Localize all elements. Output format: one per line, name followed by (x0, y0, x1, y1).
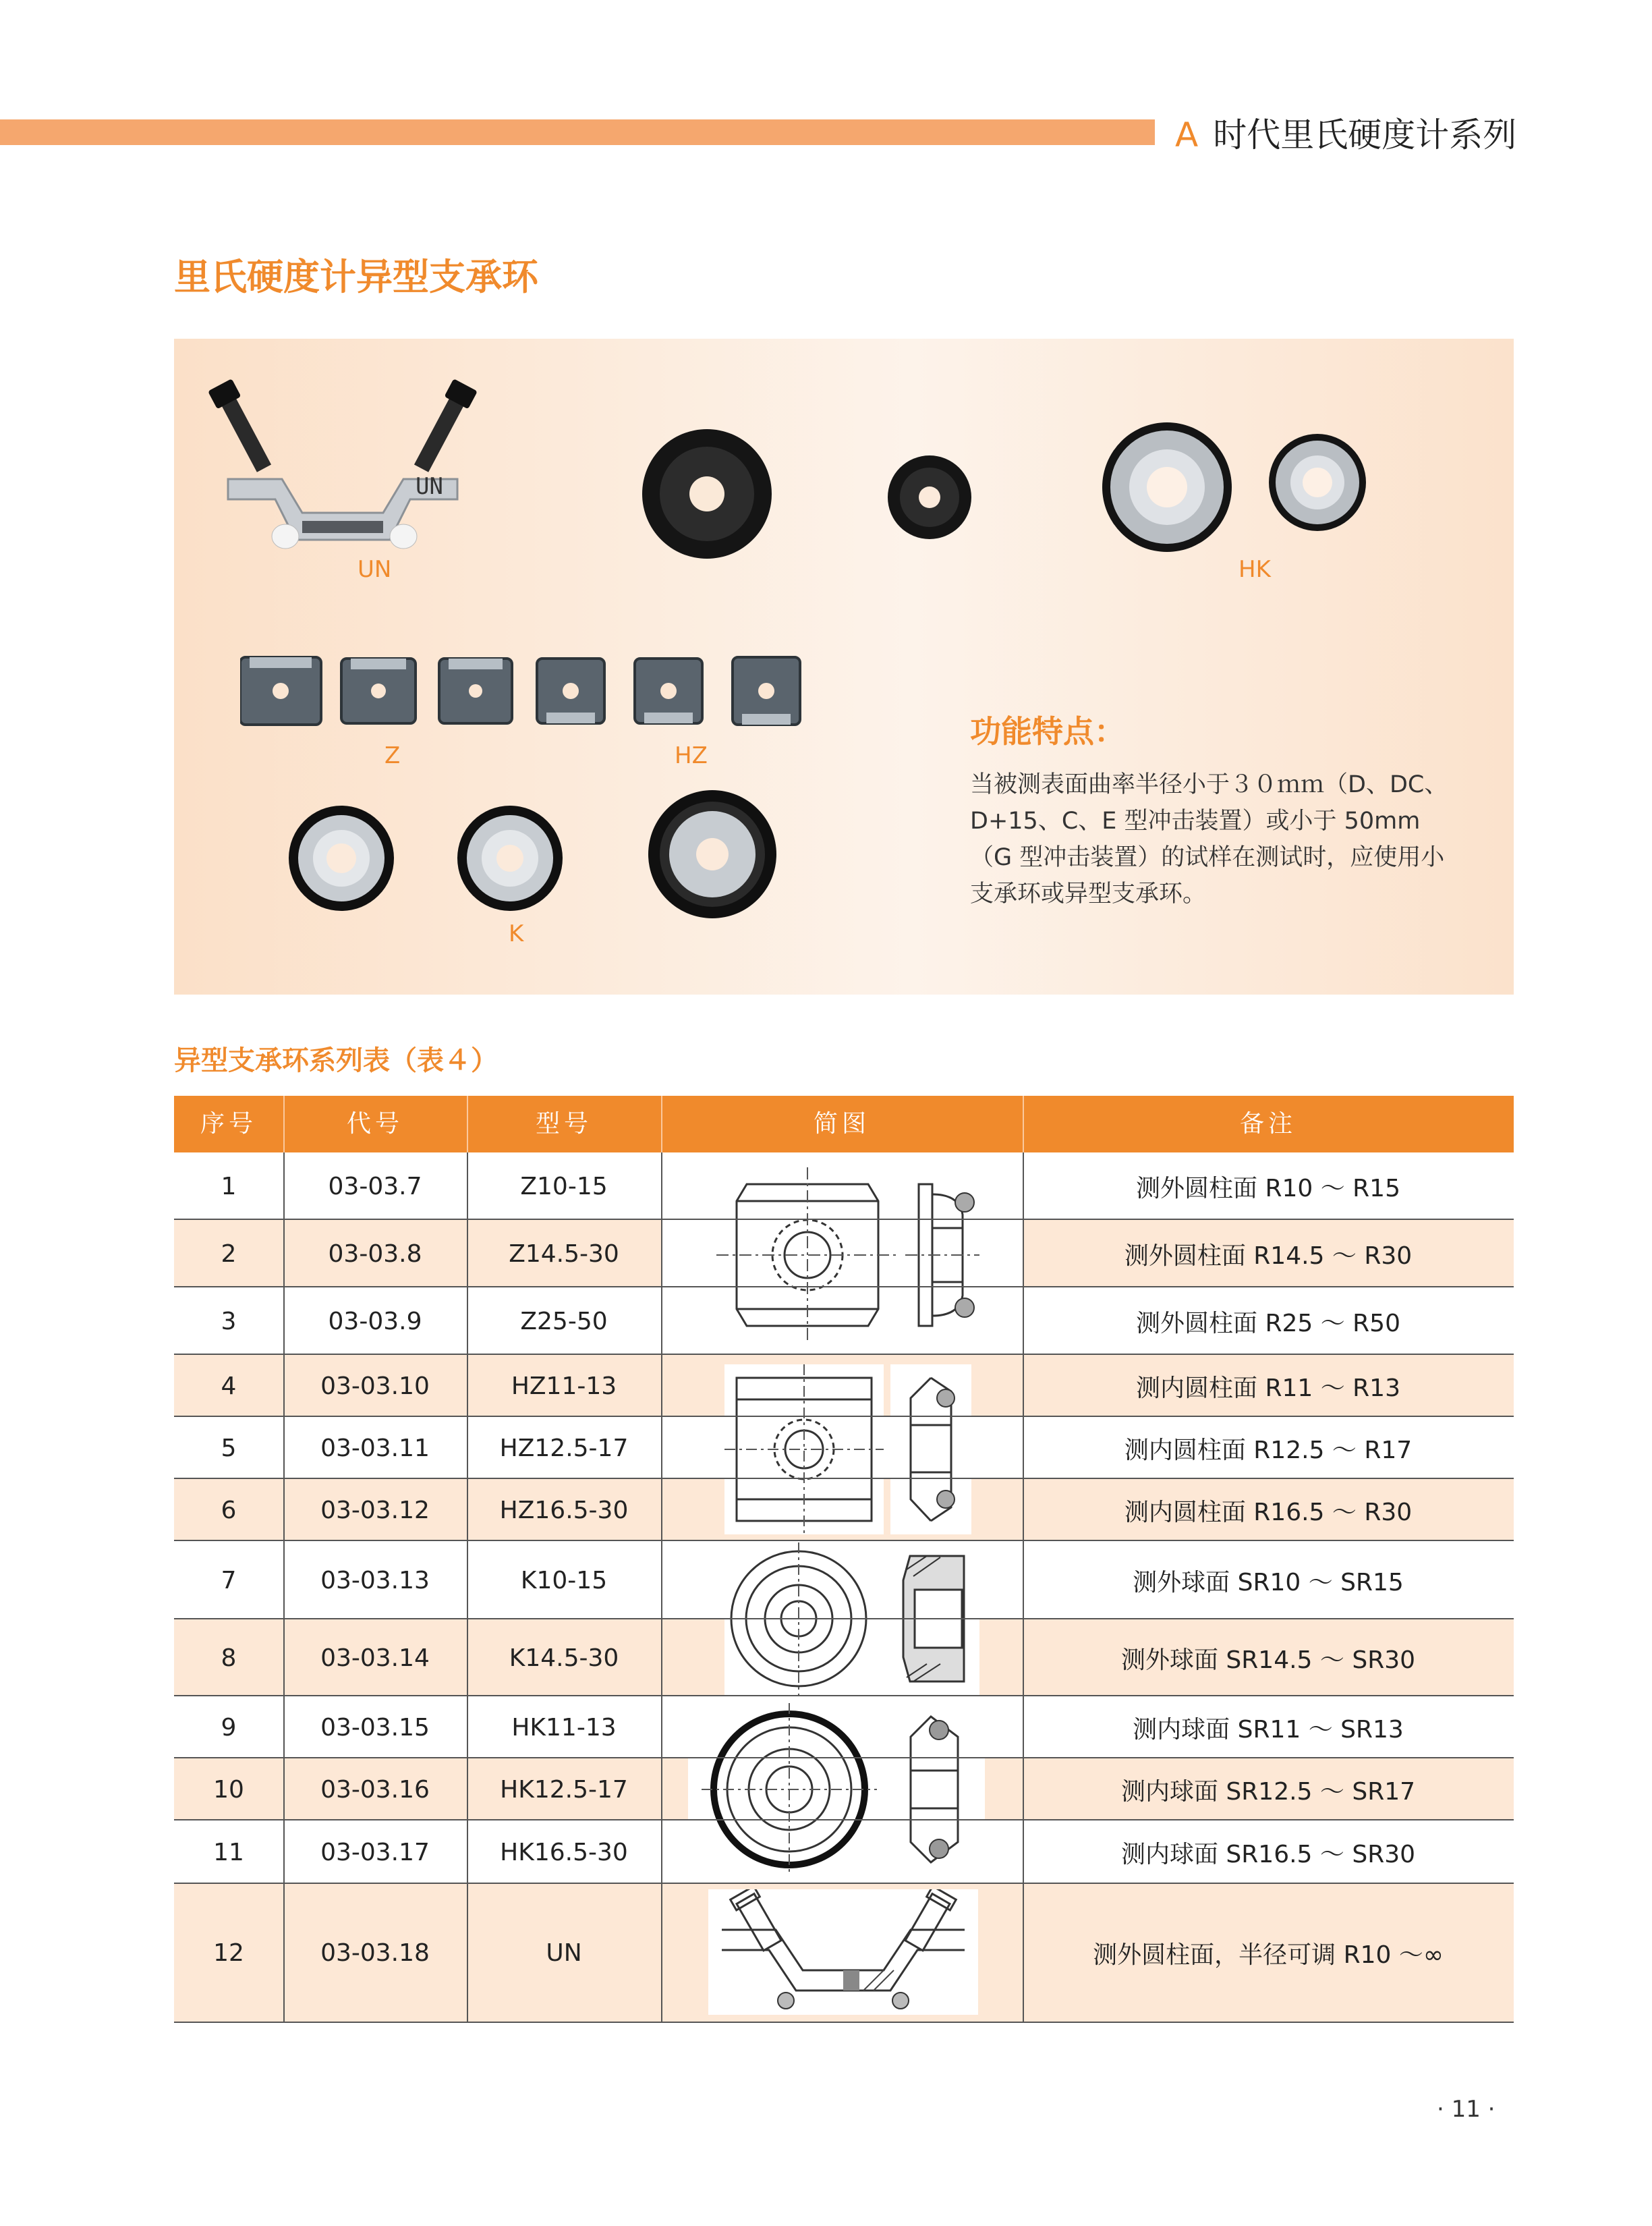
row-no: 12 (213, 1939, 244, 1967)
row-model: HZ11-13 (511, 1372, 617, 1400)
row-note: 测内球面 SR12.5 ～ SR17 (1120, 1777, 1416, 1806)
row-no: 9 (221, 1713, 237, 1742)
row-model: Z14.5-30 (509, 1240, 619, 1268)
table-title: 异型支承环系列表（表４） (174, 1045, 498, 1076)
row-code: 03-03.14 (320, 1644, 430, 1672)
label-hk: HK (1238, 556, 1271, 583)
row-note: 测外圆柱面 R10 ～ R15 (1136, 1174, 1400, 1202)
black-ring-large (639, 426, 774, 561)
k-ring-3 (646, 788, 778, 920)
diagram-hz-side (890, 1364, 971, 1534)
features-text: 当被测表面曲率半径小于３０ｍｍ（D、DC、D+15、C、E 型冲击装置）或小于 50mm（G 型冲击装置）的试样在测试时，应使用小支承环或异型支承环。 (970, 771, 1448, 908)
row-no: 10 (213, 1775, 244, 1804)
black-ring-small (886, 453, 973, 541)
row-note: 测内球面 SR16.5 ～ SR30 (1120, 1840, 1416, 1868)
row-code: 03-03.7 (328, 1172, 422, 1200)
header-diagram: 简图 (813, 1110, 870, 1138)
row-model: HK16.5-30 (500, 1838, 628, 1866)
hk-ring-small (1267, 432, 1368, 533)
row-model: HZ12.5-17 (499, 1434, 629, 1462)
diagram-hk (688, 1703, 985, 1876)
row-model: HK12.5-17 (500, 1775, 628, 1804)
diagram-hz-side-drawing (890, 1364, 971, 1534)
row-no: 4 (221, 1372, 237, 1400)
diagram-z-drawing (662, 1154, 1023, 1355)
row-no: 5 (221, 1434, 237, 1462)
row-no: 11 (213, 1838, 244, 1866)
label-hz: HZ (675, 742, 708, 769)
row-note: 测外圆柱面，半径可调 R10 ～∞ (1093, 1941, 1444, 1969)
table-header (174, 1096, 1514, 1152)
row-no: 3 (221, 1307, 237, 1335)
row-note: 测外球面 SR10 ～ SR15 (1133, 1568, 1404, 1596)
product-panel (174, 339, 1514, 995)
row-note: 测内圆柱面 R11 ～ R13 (1136, 1374, 1400, 1402)
row-code: 03-03.9 (328, 1307, 422, 1335)
un-ring-image (201, 378, 484, 553)
row-code: 03-03.17 (320, 1838, 430, 1866)
z-hz-blocks (240, 655, 915, 729)
diagram-hz-front (724, 1364, 884, 1534)
section-title: 时代里氏硬度计系列 (1213, 115, 1517, 155)
page-title: 里氏硬度计异型支承环 (174, 256, 538, 298)
header-bar (0, 119, 1155, 145)
row-note: 测外圆柱面 R25 ～ R50 (1136, 1309, 1400, 1337)
header-code: 代号 (346, 1110, 403, 1138)
row-note: 测外球面 SR14.5 ～ SR30 (1120, 1646, 1416, 1674)
row-note: 测内圆柱面 R16.5 ～ R30 (1124, 1498, 1413, 1526)
row-code: 03-03.11 (320, 1434, 430, 1462)
section-letter: A (1175, 115, 1199, 155)
k-ring-2 (456, 804, 564, 912)
label-k: K (509, 920, 524, 947)
diagram-hz-front-drawing (724, 1364, 884, 1534)
row-model: Z10-15 (520, 1172, 608, 1200)
row-note: 测内圆柱面 R12.5 ～ R17 (1124, 1436, 1413, 1464)
row-code: 03-03.15 (320, 1713, 430, 1742)
hk-ring-large (1100, 420, 1234, 555)
row-model: HZ16.5-30 (499, 1496, 629, 1524)
row-model: K10-15 (520, 1566, 608, 1594)
row-code: 03-03.8 (328, 1240, 422, 1268)
row-no: 7 (221, 1566, 237, 1594)
row-no: 6 (221, 1496, 237, 1524)
un-stamp: UN (416, 473, 443, 500)
section-header (1175, 108, 1516, 157)
row-no: 8 (221, 1644, 237, 1672)
label-un: UN (358, 556, 392, 583)
diagram-z (662, 1154, 1023, 1355)
k-ring-1 (287, 804, 395, 912)
row-model: UN (546, 1939, 582, 1967)
row-no: 1 (221, 1172, 237, 1200)
row-model: HK11-13 (511, 1713, 617, 1742)
z-hz-blocks-image (240, 655, 915, 729)
row-no: 2 (221, 1240, 237, 1268)
row-note: 测外圆柱面 R14.5 ～ R30 (1124, 1242, 1413, 1270)
diagram-un (708, 1889, 978, 2015)
page-number: · 11 · (1437, 2096, 1496, 2123)
row-note: 测内球面 SR11 ～ SR13 (1133, 1715, 1404, 1744)
diagram-un-drawing (708, 1889, 978, 2015)
row-code: 03-03.13 (320, 1566, 430, 1594)
row-model: K14.5-30 (509, 1644, 619, 1672)
header-model: 型号 (535, 1110, 592, 1138)
diagram-hk-drawing (688, 1703, 985, 1876)
header-note: 备注 (1239, 1110, 1297, 1138)
row-code: 03-03.16 (320, 1775, 430, 1804)
row-code: 03-03.12 (320, 1496, 430, 1524)
features-title: 功能特点： (970, 713, 1125, 750)
row-model: Z25-50 (520, 1307, 608, 1335)
row-code: 03-03.18 (320, 1939, 430, 1967)
row-code: 03-03.10 (320, 1372, 430, 1400)
header-no: 序号 (200, 1110, 257, 1138)
label-z: Z (384, 742, 401, 769)
